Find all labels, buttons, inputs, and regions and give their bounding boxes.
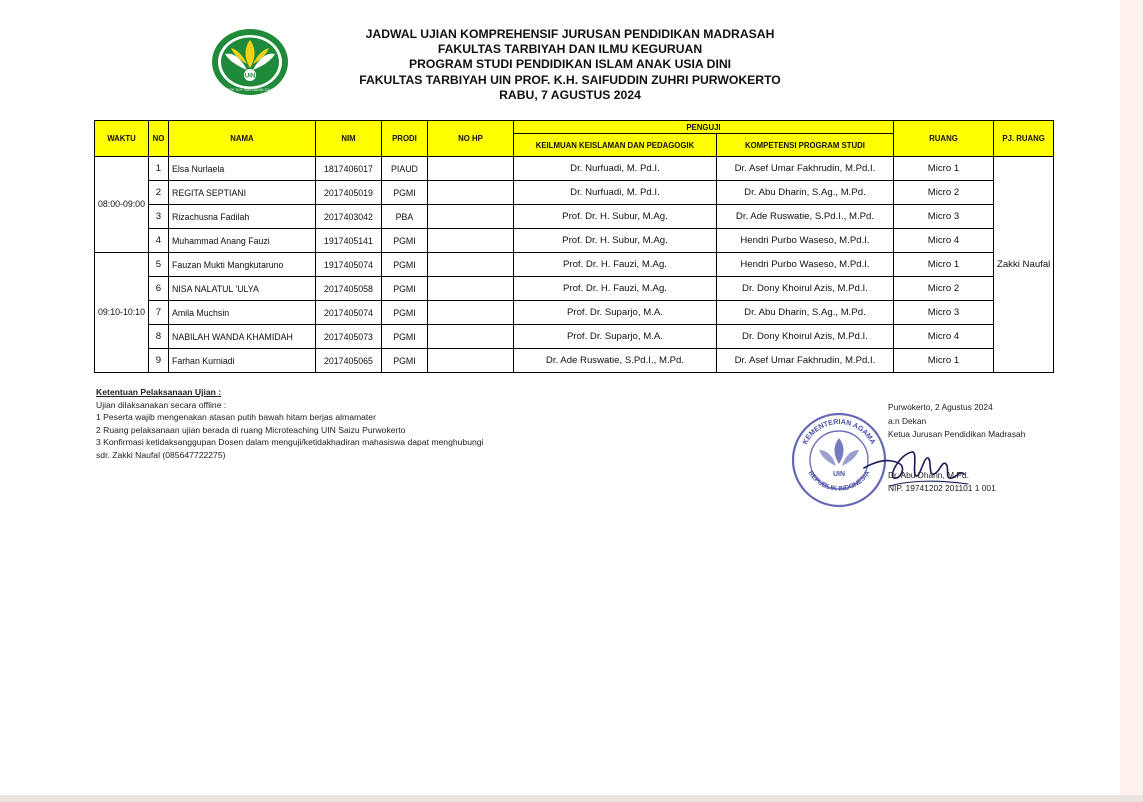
row-nohp (427, 253, 513, 277)
row-penguji-2: Dr. Asef Umar Fakhrudin, M.Pd.I. (716, 349, 893, 373)
row-penguji-1: Prof. Dr. H. Subur, M.Ag. (513, 229, 716, 253)
logo-text: UIN (244, 73, 256, 80)
stamp-top-text: KEMENTERIAN AGAMA (800, 416, 878, 446)
row-ruang: Micro 1 (893, 253, 993, 277)
row-prodi: PIAUD (381, 157, 427, 181)
logo-ring-text: PROF. K.H. SAIFUDDIN ZUHRI (224, 88, 276, 92)
row-no: 4 (148, 229, 168, 253)
row-prodi: PGMI (381, 229, 427, 253)
session-time-2: 09:10-10:10 (95, 253, 149, 373)
rules-line: 2 Ruang pelaksanaan ujian berada di ruang Microteaching UIN Saizu Purwokerto (96, 424, 406, 435)
stamp-bottom-text: REPUBLIK INDONESIA (806, 469, 872, 493)
col-header-penguji-2: KOMPETENSI PROGRAM STUDI (716, 134, 893, 157)
pj-ruang: Zakki Naufal (993, 157, 1053, 373)
table-row (95, 229, 1054, 253)
row-nim: 1917405074 (315, 253, 381, 277)
header-line-4: FAKULTAS TARBIYAH UIN PROF. K.H. SAIFUDDIN ZUHRI PURWOKERTO (359, 72, 781, 87)
row-penguji-1: Dr. Nurfuadi, M. Pd.I. (513, 157, 716, 181)
sign-position: Ketua Jurusan Pendidikan Madrasah (888, 429, 1026, 439)
document-header (300, 27, 840, 103)
col-header-ruang: RUANG (893, 121, 993, 157)
row-no: 9 (148, 349, 168, 373)
sign-nip: NIP. 19741202 201101 1 001 (888, 483, 996, 493)
uin-logo (211, 28, 289, 96)
sign-on-behalf: a.n Dekan (888, 415, 927, 426)
row-nama: Elsa Nurlaela (168, 157, 315, 181)
row-prodi: PBA (381, 205, 427, 229)
table-row (95, 325, 1054, 349)
row-prodi: PGMI (381, 253, 427, 277)
row-nohp (427, 157, 513, 181)
row-no: 6 (148, 277, 168, 301)
row-nim: 2017405065 (315, 349, 381, 373)
col-header-waktu: WAKTU (95, 121, 149, 157)
row-prodi: PGMI (381, 277, 427, 301)
row-no: 7 (148, 301, 168, 325)
exam-rules (96, 386, 483, 462)
row-penguji-2: Dr. Abu Dharin, S.Ag., M.Pd. (716, 301, 893, 325)
row-prodi: PGMI (381, 325, 427, 349)
header-line-3: PROGRAM STUDI PENDIDIKAN ISLAM ANAK USIA DINI (408, 57, 732, 72)
row-penguji-1: Prof. Dr. Suparjo, M.A. (513, 301, 716, 325)
row-nohp (427, 349, 513, 373)
row-nim: 2017403042 (315, 205, 381, 229)
row-nama: REGITA SEPTIANI (168, 181, 315, 205)
col-header-nohp: NO HP (427, 121, 513, 157)
rules-line: 1 Peserta wajib mengenakan atasan putih bawah hitam berjas almamater (96, 412, 376, 423)
header-line-1: JADWAL UJIAN KOMPREHENSIF JURUSAN PENDIDIKAN MADRASAH (365, 27, 775, 41)
row-penguji-1: Dr. Nurfuadi, M. Pd.I. (513, 181, 716, 205)
row-nohp (427, 205, 513, 229)
row-penguji-2: Dr. Abu Dharin, S.Ag., M.Pd. (716, 181, 893, 205)
col-header-no: NO (148, 121, 168, 157)
col-header-nama: NAMA (168, 121, 315, 157)
row-ruang: Micro 2 (893, 277, 993, 301)
row-no: 8 (148, 325, 168, 349)
rules-line: Ujian dilaksanakan secara offline : (96, 399, 227, 410)
row-nohp (427, 277, 513, 301)
row-ruang: Micro 1 (893, 157, 993, 181)
table-row (95, 157, 1054, 181)
row-penguji-1: Prof. Dr. H. Fauzi, M.Ag. (513, 253, 716, 277)
row-nim: 2017405073 (315, 325, 381, 349)
row-prodi: PGMI (381, 301, 427, 325)
row-no: 1 (148, 157, 168, 181)
stamp-center-text: UIN (832, 471, 846, 478)
row-penguji-2: Dr. Ade Ruswatie, S.Pd.I., M.Pd. (716, 205, 893, 229)
col-header-penguji-1: KEILMUAN KEISLAMAN DAN PEDAGOGIK (513, 134, 716, 157)
signature-block (888, 401, 1025, 496)
row-nim: 1917405141 (315, 229, 381, 253)
row-penguji-1: Dr. Ade Ruswatie, S.Pd.I., M.Pd. (513, 349, 716, 373)
row-nama: Muhammad Anang Fauzi (168, 229, 315, 253)
row-ruang: Micro 4 (893, 229, 993, 253)
row-ruang: Micro 1 (893, 349, 993, 373)
row-penguji-2: Dr. Dony Khoirul Azis, M.Pd.I. (716, 277, 893, 301)
row-nama: Fauzan Mukti Mangkutaruno (168, 253, 315, 277)
table-row (95, 349, 1054, 373)
rules-line: 3 Konfirmasi ketidaksanggupan Dosen dalam menguji/ketidakhadiran mahasiswa dapat menghubungi (96, 437, 484, 448)
row-nim: 2017405058 (315, 277, 381, 301)
rules-title: Ketentuan Pelaksanaan Ujian : (96, 387, 222, 397)
col-header-pj-ruang: PJ. RUANG (993, 121, 1053, 157)
row-penguji-1: Prof. Dr. Suparjo, M.A. (513, 325, 716, 349)
row-nama: Amila Muchsin (168, 301, 315, 325)
sign-place-date: Purwokerto, 2 Agustus 2024 (888, 402, 993, 412)
row-penguji-2: Dr. Dony Khoirul Azis, M.Pd.I. (716, 325, 893, 349)
signature-space (888, 442, 1025, 469)
row-nim: 2017405074 (315, 301, 381, 325)
row-penguji-2: Hendri Purbo Waseso, M.Pd.I. (716, 253, 893, 277)
row-penguji-1: Prof. Dr. H. Subur, M.Ag. (513, 205, 716, 229)
row-no: 3 (148, 205, 168, 229)
row-no: 2 (148, 181, 168, 205)
row-nim: 1817406017 (315, 157, 381, 181)
page-bottom-edge (0, 795, 1143, 802)
row-ruang: Micro 3 (893, 301, 993, 325)
row-nama: NISA NALATUL 'ULYA (168, 277, 315, 301)
row-nama: Farhan Kurniadi (168, 349, 315, 373)
row-nohp (427, 181, 513, 205)
rules-line: sdr. Zakki Naufal (085647722275) (96, 449, 226, 460)
col-header-nim: NIM (315, 121, 381, 157)
row-penguji-2: Dr. Asef Umar Fakhrudin, M.Pd.I. (716, 157, 893, 181)
row-nohp (427, 301, 513, 325)
header-line-2: FAKULTAS TARBIYAH DAN ILMU KEGURUAN (437, 42, 703, 57)
header-line-5: RABU, 7 AGUSTUS 2024 (499, 87, 641, 102)
row-penguji-2: Hendri Purbo Waseso, M.Pd.I. (716, 229, 893, 253)
row-ruang: Micro 4 (893, 325, 993, 349)
row-nama: NABILAH WANDA KHAMIDAH (168, 325, 315, 349)
table-row (95, 277, 1054, 301)
row-ruang: Micro 3 (893, 205, 993, 229)
row-nohp (427, 325, 513, 349)
session-time-1: 08:00-09:00 (95, 157, 149, 253)
row-nim: 2017405019 (315, 181, 381, 205)
table-row (95, 301, 1054, 325)
exam-schedule-table (94, 120, 1054, 373)
col-header-prodi: PRODI (381, 121, 427, 157)
table-row (95, 253, 1054, 277)
row-no: 5 (148, 253, 168, 277)
table-row (95, 181, 1054, 205)
row-nohp (427, 229, 513, 253)
row-prodi: PGMI (381, 181, 427, 205)
col-header-penguji: PENGUJI (513, 121, 893, 134)
sign-name: Dr. Abu Dharin, M.Pd. (888, 469, 969, 480)
row-prodi: PGMI (381, 349, 427, 373)
row-nama: Rizachusna Fadilah (168, 205, 315, 229)
row-ruang: Micro 2 (893, 181, 993, 205)
row-penguji-1: Prof. Dr. H. Fauzi, M.Ag. (513, 277, 716, 301)
table-row (95, 205, 1054, 229)
